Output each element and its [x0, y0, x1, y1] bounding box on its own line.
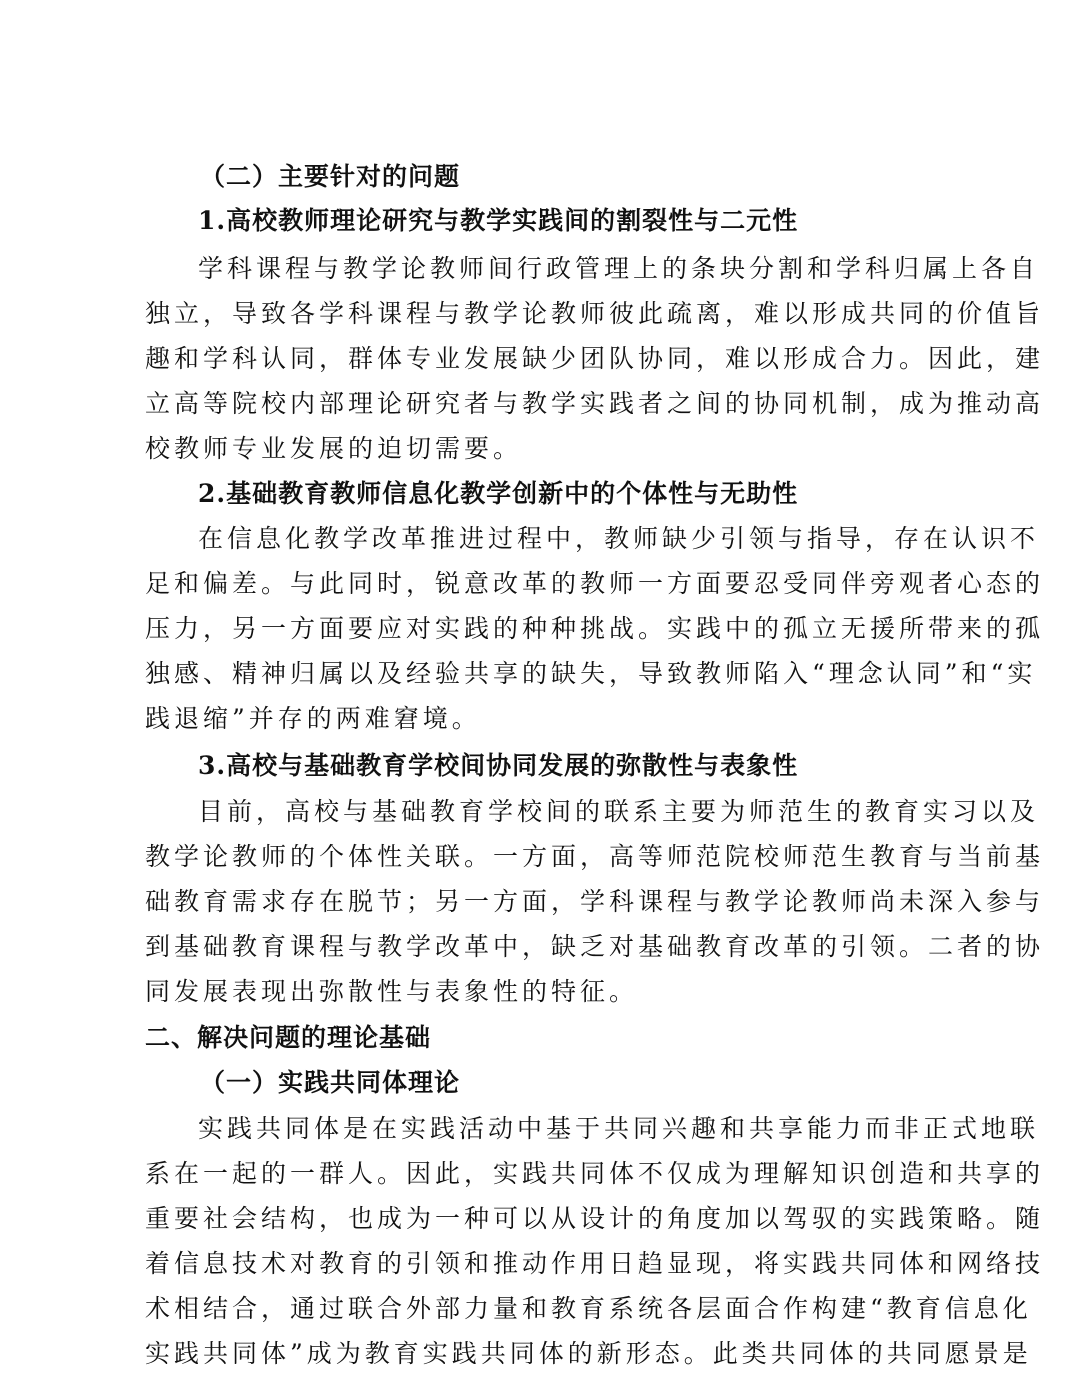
- paragraph-line: 础教育需求存在脱节；另一方面，学科课程与教学论教师尚未深入参与: [145, 887, 1045, 916]
- paragraph-line: 目前，高校与基础教育学校间的联系主要为师范生的教育实习以及: [198, 797, 1040, 826]
- subsection-heading-community: （一）实践共同体理论: [200, 1068, 461, 1097]
- paragraph-line: 实践共同体是在实践活动中基于共同兴趣和共享能力而非正式地联: [198, 1114, 1040, 1143]
- paragraph-line: 独感、精神归属以及经验共享的缺失，导致教师陷入“理念认同”和“实: [145, 659, 1037, 688]
- paragraph-line: 重要社会结构，也成为一种可以从设计的角度加以驾驭的实践策略。随: [145, 1204, 1045, 1233]
- paragraph-line: 教学论教师的个体性关联。一方面，高等师范院校师范生教育与当前基: [145, 842, 1045, 871]
- paragraph-line: 实践共同体”成为教育实践共同体的新形态。此类共同体的共同愿景是: [145, 1339, 1032, 1368]
- paragraph-line: 压力，另一方面要应对实践的种种挑战。实践中的孤立无援所带来的孤: [145, 614, 1045, 643]
- paragraph-line: 术相结合，通过联合外部力量和教育系统各层面合作构建“教育信息化: [145, 1294, 1032, 1323]
- paragraph-line: 在信息化教学改革推进过程中，教师缺少引领与指导，存在认识不: [198, 524, 1040, 553]
- paragraph-line: 趣和学科认同，群体专业发展缺少团队协同，难以形成合力。因此，建: [145, 344, 1045, 373]
- item-1-title: 1.高校教师理论研究与教学实践间的割裂性与二元性: [198, 206, 799, 235]
- paragraph-line: 到基础教育课程与教学改革中，缺乏对基础教育改革的引领。二者的协: [145, 932, 1045, 961]
- paragraph-line: 立高等院校内部理论研究者与教学实践者之间的协同机制，成为推动高: [145, 389, 1045, 418]
- paragraph-line: 校教师专业发展的迫切需要。: [145, 434, 523, 463]
- paragraph-line: 系在一起的一群人。因此，实践共同体不仅成为理解知识创造和共享的: [145, 1159, 1045, 1188]
- item-2-title: 2.基础教育教师信息化教学创新中的个体性与无助性: [198, 479, 799, 508]
- item-3-title: 3.高校与基础教育学校间协同发展的弥散性与表象性: [198, 751, 799, 780]
- paragraph-line: 独立，导致各学科课程与教学论教师彼此疏离，难以形成共同的价值旨: [145, 299, 1045, 328]
- paragraph-line: 同发展表现出弥散性与表象性的特征。: [145, 977, 639, 1006]
- paragraph-line: 足和偏差。与此同时，锐意改革的教师一方面要忍受同伴旁观者心态的: [145, 569, 1045, 598]
- paragraph-line: 践退缩”并存的两难窘境。: [145, 704, 481, 733]
- subsection-heading-problems: （二）主要针对的问题: [200, 162, 461, 191]
- section-heading-theory: 二、解决问题的理论基础: [145, 1023, 432, 1052]
- paragraph-line: 着信息技术对教育的引领和推动作用日趋显现，将实践共同体和网络技: [145, 1249, 1045, 1278]
- paragraph-line: 学科课程与教学论教师间行政管理上的条块分割和学科归属上各自: [198, 254, 1040, 283]
